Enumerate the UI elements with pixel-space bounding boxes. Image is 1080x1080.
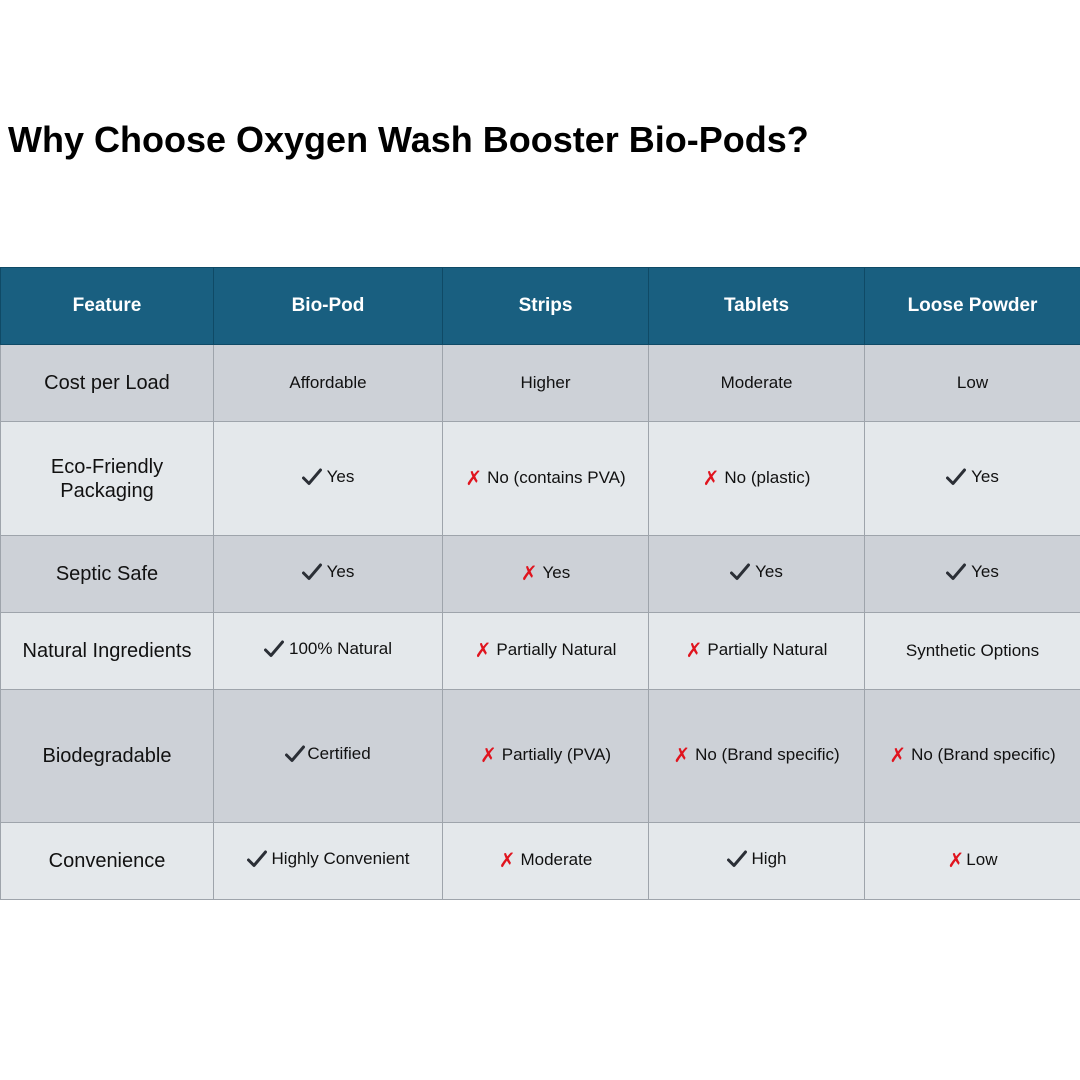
table-cell	[865, 345, 1080, 422]
cross-icon: ✗	[474, 638, 492, 662]
cell-text: Yes	[755, 562, 783, 581]
cell-text: Synthetic Options	[905, 641, 1040, 660]
table-cell	[443, 536, 649, 613]
cell-text: Low	[966, 850, 998, 869]
comparison-table	[0, 267, 1080, 900]
table-cell	[865, 536, 1080, 613]
cross-icon: ✗	[889, 743, 907, 767]
cross-icon: ✗	[702, 465, 720, 490]
table-cell	[214, 345, 443, 422]
table-row	[1, 345, 1080, 422]
table-cell	[214, 823, 443, 900]
feature-label: Convenience	[1, 823, 214, 900]
cross-icon: ✗	[465, 465, 483, 490]
table-cell	[214, 536, 443, 613]
table-cell	[865, 823, 1080, 900]
cell-text: No (contains PVA)	[487, 467, 626, 487]
cell-text: Yes	[542, 563, 571, 582]
table-cell	[865, 422, 1080, 536]
cell-text: Certified	[307, 744, 371, 763]
cell-text: No (Brand specific)	[911, 745, 1056, 764]
table-cell	[214, 690, 443, 823]
cell-text: Partially (PVA)	[501, 745, 612, 764]
cell-text: Yes	[326, 562, 355, 581]
cross-icon: ✗	[520, 561, 538, 585]
header-tablets: Tablets	[649, 268, 865, 345]
cross-icon: ✗	[947, 848, 965, 872]
cell-text: Yes	[971, 562, 999, 581]
check-icon	[946, 563, 966, 581]
table-cell	[443, 613, 649, 690]
cell-text: No (Brand specific)	[695, 745, 840, 764]
check-icon	[946, 468, 966, 486]
cross-icon: ✗	[673, 743, 691, 767]
cross-icon: ✗	[498, 848, 516, 872]
feature-label: Septic Safe	[1, 536, 214, 613]
cell-text: Yes	[326, 466, 355, 486]
cell-text: Affordable	[289, 373, 367, 392]
feature-label: Cost per Load	[1, 345, 214, 422]
cell-text: 100% Natural	[288, 639, 392, 658]
check-icon	[302, 563, 322, 581]
cell-text: No (plastic)	[724, 467, 811, 487]
header-bio-pod: Bio-Pod	[214, 268, 443, 345]
table-row	[1, 690, 1080, 823]
cross-icon: ✗	[685, 638, 703, 662]
table-cell	[649, 613, 865, 690]
table-cell	[443, 345, 649, 422]
table-row	[1, 536, 1080, 613]
table-cell	[649, 823, 865, 900]
cell-text: High	[751, 849, 787, 868]
feature-label	[1, 422, 214, 536]
table-cell	[865, 613, 1080, 690]
feature-label: Natural Ingredients	[1, 613, 214, 690]
cell-text: Moderate	[720, 373, 793, 392]
cell-text: Yes	[971, 466, 999, 486]
cell-text: Low	[956, 373, 989, 392]
feature-label-line: Eco-Friendly	[50, 455, 164, 478]
page-title: Why Choose Oxygen Wash Booster Bio-Pods?	[8, 119, 809, 160]
table-cell	[443, 422, 649, 536]
header-feature: Feature	[1, 268, 214, 345]
header-strips: Strips	[443, 268, 649, 345]
table-row	[1, 422, 1080, 536]
header-loose-powder: Loose Powder	[865, 268, 1080, 345]
cell-text: Moderate	[520, 850, 593, 869]
check-icon	[285, 745, 305, 763]
check-icon	[247, 850, 267, 868]
feature-label-line: Packaging	[60, 479, 154, 502]
table-cell	[649, 690, 865, 823]
table-cell	[649, 536, 865, 613]
cell-text: Higher	[520, 373, 571, 392]
table-cell	[443, 823, 649, 900]
table-cell	[865, 690, 1080, 823]
cell-text: Partially Natural	[707, 640, 828, 659]
table-cell	[214, 422, 443, 536]
table-cell	[649, 422, 865, 536]
cell-text: Partially Natural	[496, 640, 617, 659]
cell-text: Highly Convenient	[271, 849, 410, 868]
table-cell	[214, 613, 443, 690]
cross-icon: ✗	[479, 743, 497, 767]
header-row	[1, 268, 1080, 345]
check-icon	[727, 850, 747, 868]
table-cell	[649, 345, 865, 422]
check-icon	[730, 563, 750, 581]
feature-label: Biodegradable	[1, 690, 214, 823]
table-cell	[443, 690, 649, 823]
table-row	[1, 613, 1080, 690]
check-icon	[302, 468, 322, 486]
table-row	[1, 823, 1080, 900]
check-icon	[264, 640, 284, 658]
